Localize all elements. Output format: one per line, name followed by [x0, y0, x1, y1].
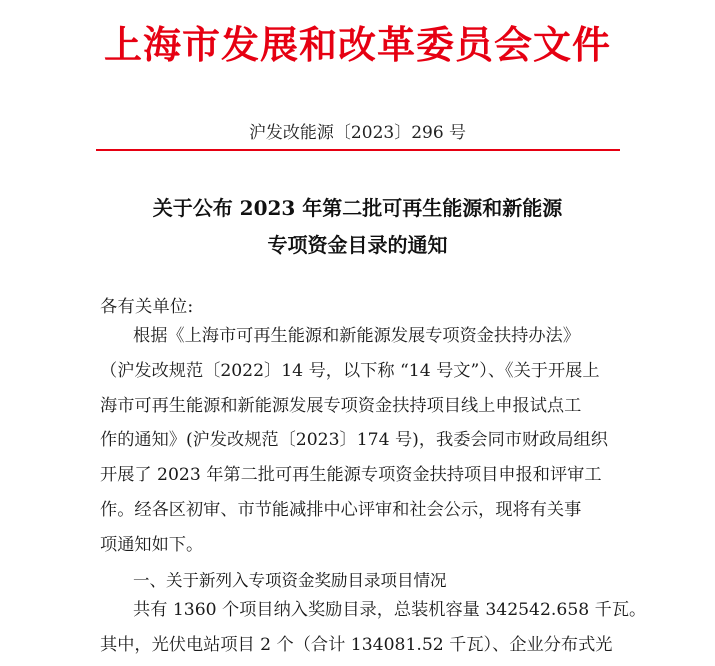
- paragraph-1-line: （沪发改规范〔2022〕14 号，以下称 “14 号文”）、《关于开展上: [100, 360, 600, 381]
- paragraph-1-line: 海市可再生能源和新能源发展专项资金扶持项目线上申报试点工: [100, 395, 582, 416]
- paragraph-2-line: 其中，光伏电站项目 2 个（合计 134081.52 千瓦）、企业分布式光: [100, 634, 613, 655]
- issuer-header: 上海市发展和改革委员会文件: [103, 22, 611, 67]
- paragraph-1-line: 开展了 2023 年第二批可再生能源专项资金扶持项目申报和评审工: [100, 465, 602, 486]
- section-1-heading: 一、关于新列入专项资金奖励目录项目情况: [133, 571, 447, 590]
- paragraph-2-line: 共有 1360 个项目纳入奖励目录，总装机容量 342542.658 千瓦。: [133, 600, 647, 620]
- paragraph-1-line: 作。经各区初审、市节能减排中心评审和社会公示，现将有关事: [100, 499, 582, 520]
- title-line-2: 专项资金目录的通知: [267, 233, 448, 257]
- document-number: 沪发改能源〔2023〕296 号: [248, 123, 467, 143]
- paragraph-1-line: 作的通知》(沪发改规范〔2023〕174 号)，我委会同市财政局组织: [100, 430, 608, 451]
- title-line-1: 关于公布 2023 年第二批可再生能源和新能源: [152, 196, 563, 220]
- salutation: 各有关单位:: [100, 297, 194, 317]
- paragraph-1-line: 根据《上海市可再生能源和新能源发展专项资金扶持办法》: [133, 326, 580, 346]
- paragraph-2: [100, 596, 647, 666]
- red-divider: [96, 149, 620, 151]
- paragraph-1: [100, 322, 640, 566]
- paragraph-1-line: 项通知如下。: [100, 534, 204, 555]
